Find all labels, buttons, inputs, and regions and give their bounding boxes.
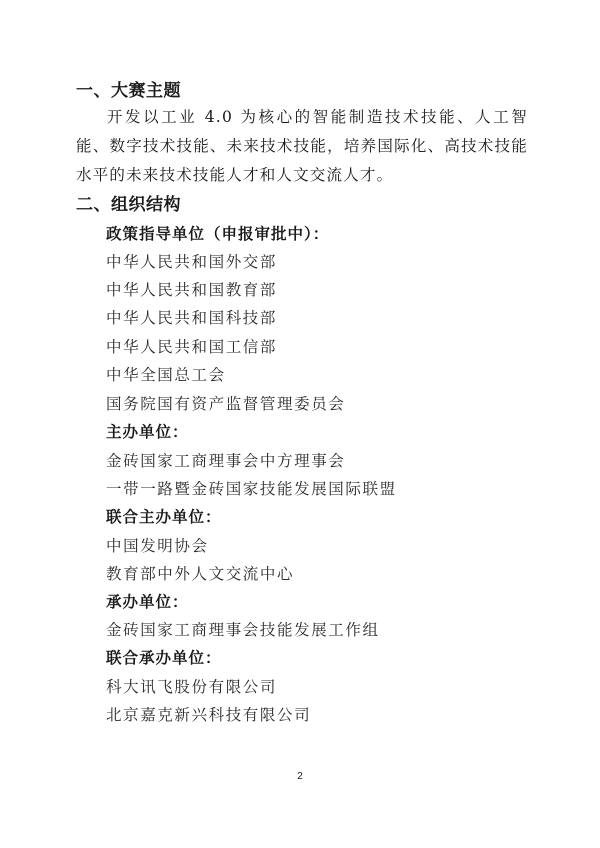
group-title-undertaker: 承办单位： bbox=[106, 593, 189, 611]
group-title-co-undertaker: 联合承办单位： bbox=[106, 649, 222, 667]
group-title-policy-guidance: 政策指导单位（申报审批中）： bbox=[106, 225, 330, 243]
list-item: 金砖国家工商理事会技能发展工作组 bbox=[106, 621, 380, 639]
list-item: 教育部中外人文交流中心 bbox=[106, 565, 295, 583]
list-item: 中华全国总工会 bbox=[106, 366, 226, 384]
list-item: 中华人民共和国工信部 bbox=[106, 338, 278, 356]
list-item: 中华人民共和国科技部 bbox=[106, 309, 278, 327]
list-item: 一带一路暨金砖国家技能发展国际联盟 bbox=[106, 480, 397, 498]
group-title-organizer: 主办单位： bbox=[106, 423, 189, 441]
list-item: 国务院国有资产监督管理委员会 bbox=[106, 395, 346, 413]
list-item: 金砖国家工商理事会中方理事会 bbox=[106, 452, 346, 470]
list-item: 科大讯飞股份有限公司 bbox=[106, 678, 278, 696]
section-1-heading: 一、大赛主题 bbox=[76, 81, 181, 101]
list-item: 北京嘉克新兴科技有限公司 bbox=[106, 706, 312, 724]
section-1-paragraph: 开发以工业 4.0 为核心的智能制造技术技能、人工智能、数字技术技能、未来技术技能，培养国际化、高技术技能水平的未来技术技能人才和人文交流人才。 bbox=[76, 108, 528, 184]
group-title-co-organizer: 联合主办单位： bbox=[106, 508, 222, 526]
section-2-heading: 二、组织结构 bbox=[76, 195, 181, 215]
page-number: 2 bbox=[297, 771, 303, 782]
list-item: 中国发明协会 bbox=[106, 537, 209, 555]
list-item: 中华人民共和国外交部 bbox=[106, 253, 278, 271]
list-item: 中华人民共和国教育部 bbox=[106, 281, 278, 299]
